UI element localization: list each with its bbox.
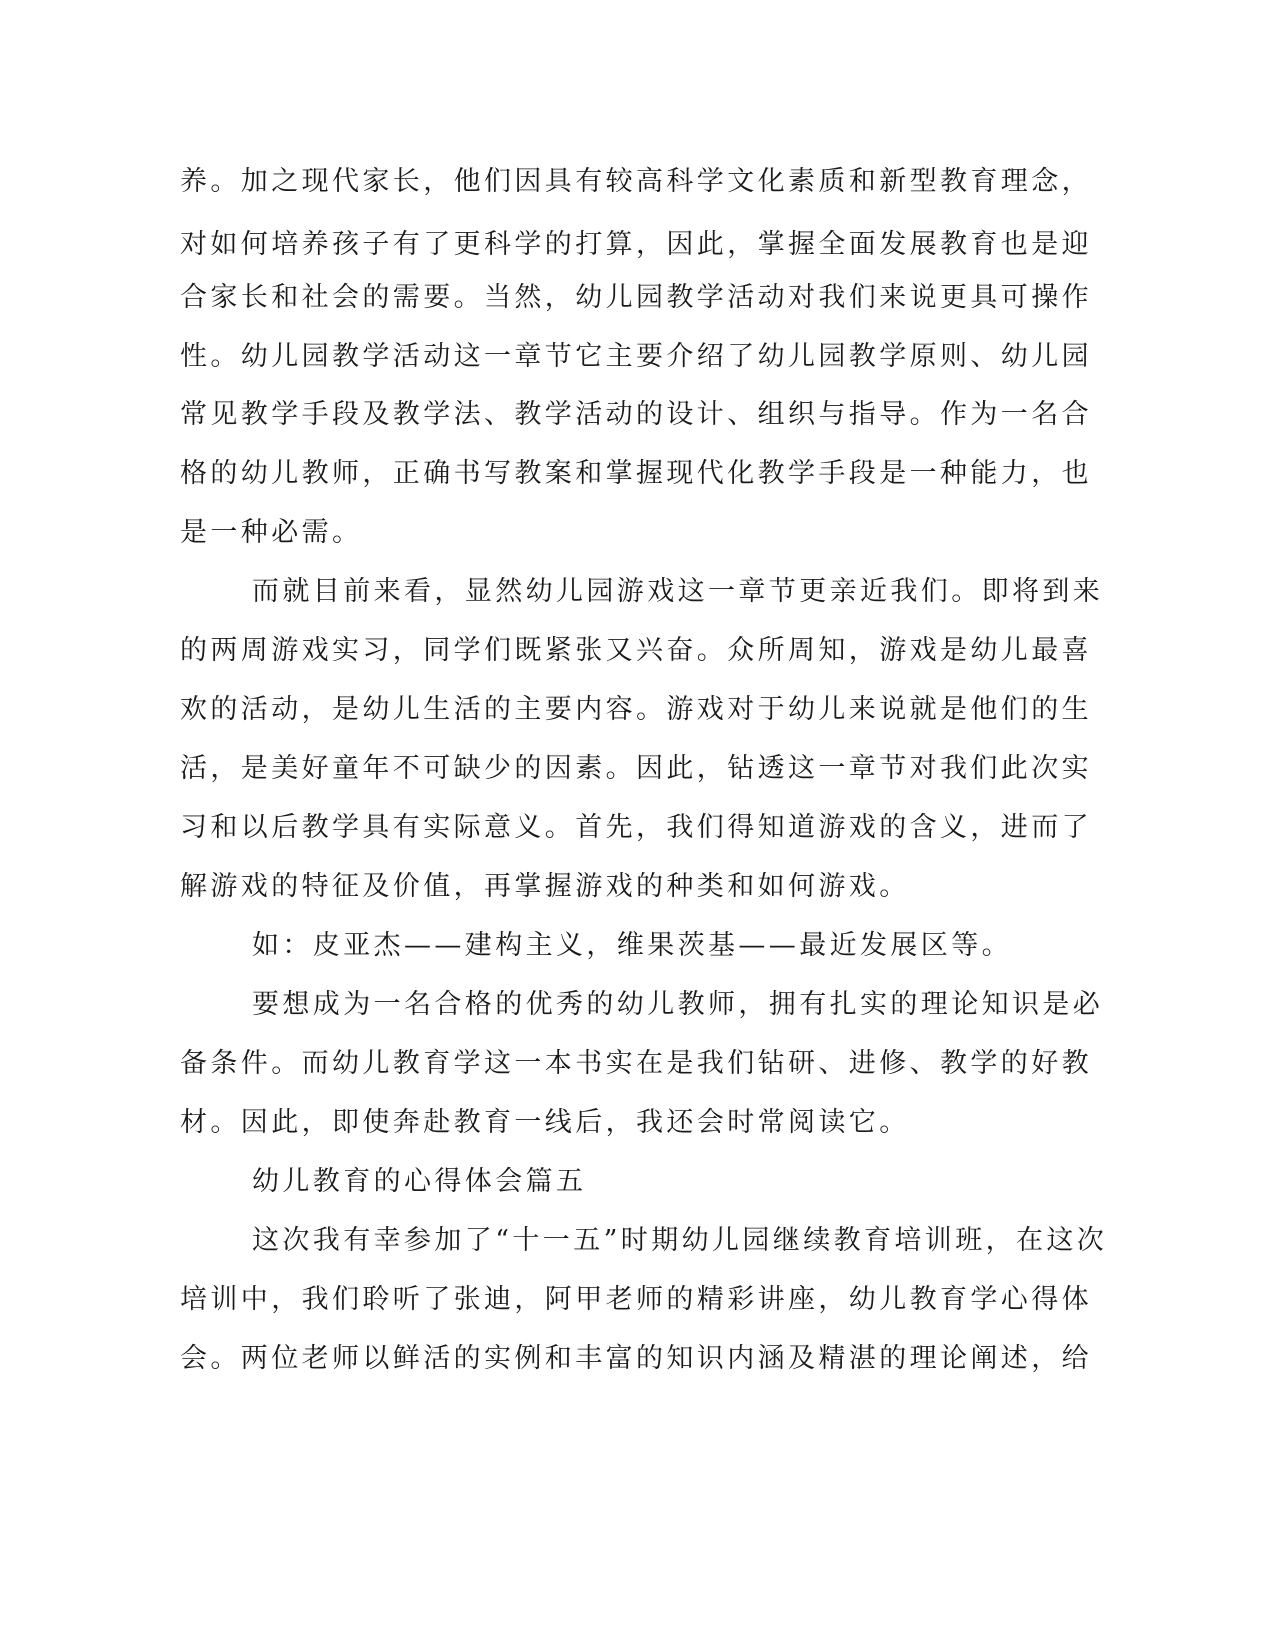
text-line: 合家长和社会的需要。当然，幼儿园教学活动对我们来说更具可操作 bbox=[180, 282, 1092, 313]
text-line: 培训中，我们聆听了张迪，阿甲老师的精彩讲座，幼儿教育学心得体 bbox=[180, 1284, 1092, 1315]
text-line: 如：皮亚杰——建构主义，维果茨基——最近发展区等。 bbox=[252, 930, 1012, 961]
text-line: 解游戏的特征及价值，再掌握游戏的种类和如何游戏。 bbox=[180, 871, 910, 902]
text-line: 活，是美好童年不可缺少的因素。因此，钻透这一章节对我们此次实 bbox=[180, 753, 1092, 784]
text-line: 这次我有幸参加了“十一五”时期幼儿园继续教育培训班，在这次 bbox=[252, 1225, 1108, 1256]
text-line: 养。加之现代家长，他们因具有较高科学文化素质和新型教育理念， bbox=[180, 166, 1092, 197]
text-line: 性。幼儿园教学活动这一章节它主要介绍了幼儿园教学原则、幼儿园 bbox=[180, 341, 1092, 372]
text-line: 而就目前来看，显然幼儿园游戏这一章节更亲近我们。即将到来 bbox=[252, 576, 1104, 607]
text-line: 会。两位老师以鲜活的实例和丰富的知识内涵及精湛的理论阐述，给 bbox=[180, 1343, 1092, 1374]
text-line: 要想成为一名合格的优秀的幼儿教师，拥有扎实的理论知识是必 bbox=[252, 989, 1104, 1020]
text-line: 欢的活动，是幼儿生活的主要内容。游戏对于幼儿来说就是他们的生 bbox=[180, 694, 1092, 725]
text-line: 是一种必需。 bbox=[180, 517, 363, 548]
text-line: 备条件。而幼儿教育学这一本书实在是我们钻研、进修、教学的好教 bbox=[180, 1048, 1092, 1079]
text-line: 材。因此，即使奔赴教育一线后，我还会时常阅读它。 bbox=[180, 1107, 910, 1138]
text-line: 对如何培养孩子有了更科学的打算，因此，掌握全面发展教育也是迎 bbox=[180, 229, 1092, 260]
text-line: 的两周游戏实习，同学们既紧张又兴奋。众所周知，游戏是幼儿最喜 bbox=[180, 635, 1092, 666]
text-line: 习和以后教学具有实际意义。首先，我们得知道游戏的含义，进而了 bbox=[180, 812, 1092, 843]
text-line: 常见教学手段及教学法、教学活动的设计、组织与指导。作为一名合 bbox=[180, 399, 1092, 430]
section-heading: 幼儿教育的心得体会篇五 bbox=[252, 1166, 587, 1197]
text-line: 格的幼儿教师，正确书写教案和掌握现代化教学手段是一种能力，也 bbox=[180, 458, 1092, 489]
